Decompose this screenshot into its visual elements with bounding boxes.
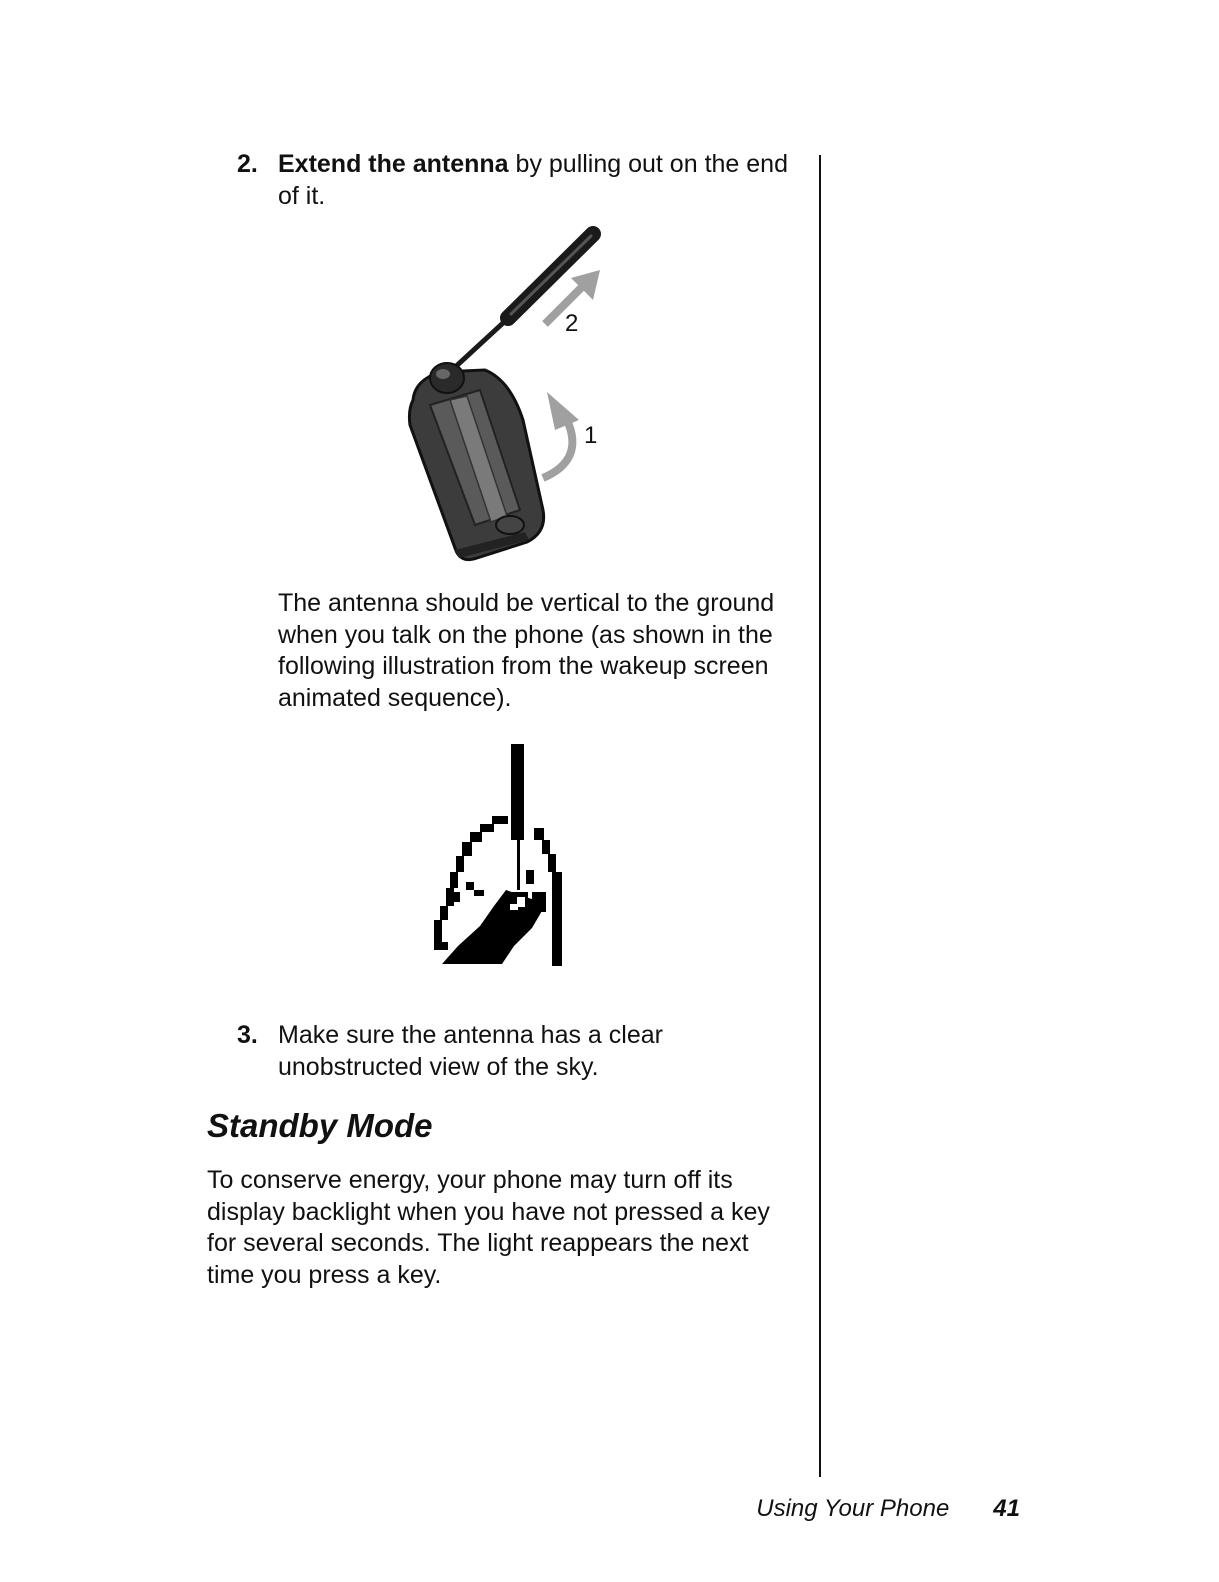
margin-rule	[819, 155, 821, 1477]
phone-body	[409, 363, 543, 560]
figure-label-one: 1	[584, 422, 598, 449]
standby-mode-heading: Standby Mode	[207, 1107, 433, 1144]
step-2-text	[278, 149, 797, 212]
wakeup-screen-phone-illustration	[428, 742, 568, 968]
figure-label-two: 2	[565, 310, 579, 337]
step-3	[237, 1020, 797, 1083]
page-number: 41	[993, 1495, 1020, 1522]
step-3-number: 3.	[237, 1021, 258, 1049]
step-2-bold-text: Extend the antenna	[278, 150, 509, 178]
step-2-number: 2.	[237, 150, 258, 178]
footer-section-title: Using Your Phone	[756, 1495, 950, 1522]
step-2	[237, 149, 797, 212]
step-2-rest-text: by pulling out on the end of it.	[278, 150, 788, 210]
step-3-text: Make sure the antenna has a clear unobstructed view of the sky.	[278, 1021, 663, 1081]
phone-antenna-illustration	[395, 220, 620, 565]
page-footer	[700, 1495, 1020, 1523]
arrow-one-icon	[543, 392, 579, 478]
standby-mode-paragraph: To conserve energy, your phone may turn off its display backlight when you have not pressed a key for several seconds. The light reappears the next time you press a key.	[207, 1166, 770, 1289]
antenna-paragraph: The antenna should be vertical to the ground when you talk on the phone (as shown in the following illustration from the wakeup screen animated sequence).	[278, 589, 775, 712]
